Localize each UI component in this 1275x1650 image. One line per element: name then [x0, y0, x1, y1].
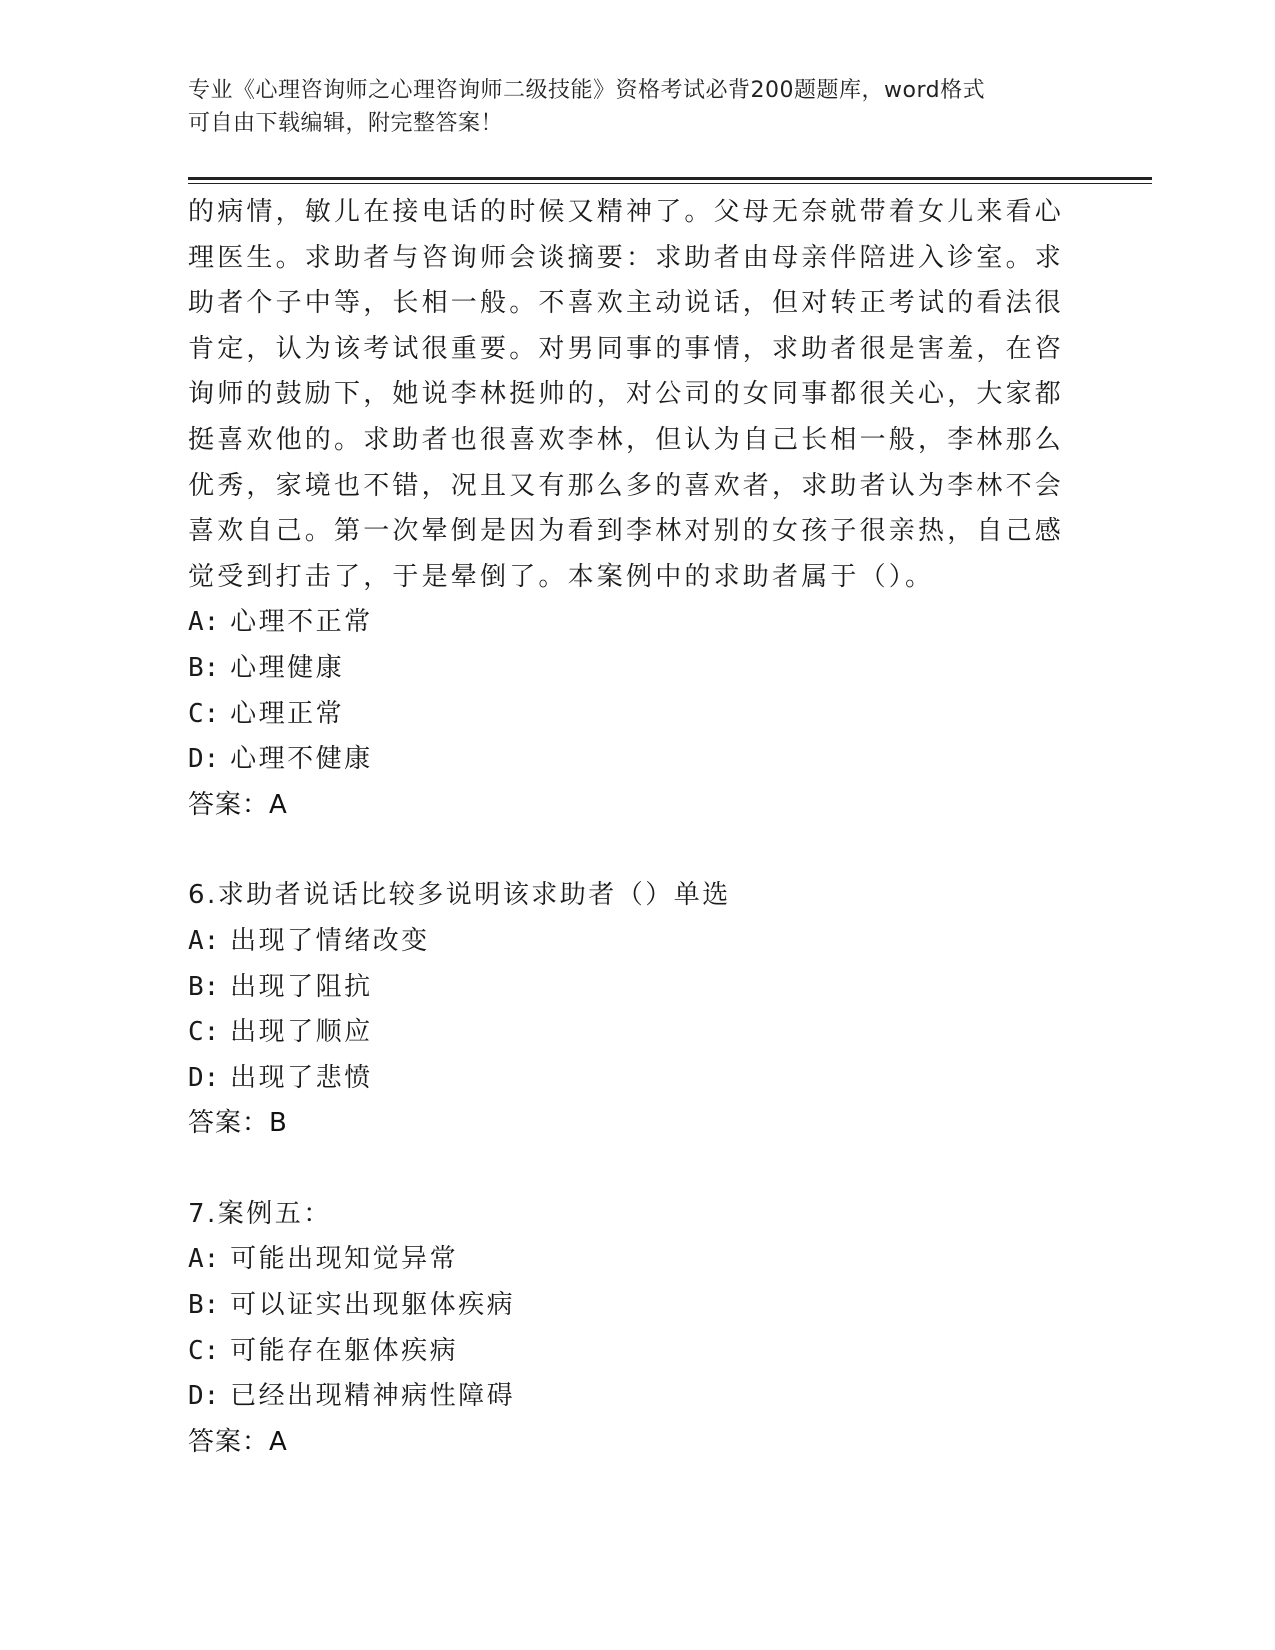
- option-text: 已经出现精神病性障碍: [230, 1381, 516, 1412]
- spacer: [188, 1147, 1068, 1192]
- option-a: [188, 1237, 1068, 1283]
- option-text: 心理不健康: [230, 744, 373, 775]
- option-text: 出现了情绪改变: [230, 925, 430, 956]
- option-letter: B:: [188, 652, 220, 683]
- answer-line: 答案：B: [188, 1108, 288, 1139]
- option-letter: C:: [188, 698, 220, 729]
- option-letter: B:: [188, 1290, 220, 1321]
- option-a: [188, 600, 1068, 646]
- option-d: [188, 1056, 1068, 1102]
- header-divider-thick: [188, 177, 1152, 180]
- option-letter: A:: [188, 1244, 220, 1275]
- question-6: [188, 873, 1068, 1147]
- option-letter: A:: [188, 925, 220, 956]
- question-stem: 7.案例五：: [188, 1198, 332, 1229]
- option-letter: C:: [188, 1335, 220, 1366]
- question-stem: 6.求助者说话比较多说明该求助者（）单选: [188, 880, 731, 911]
- answer-line: 答案：A: [188, 1426, 288, 1457]
- option-b: [188, 646, 1068, 692]
- option-c: [188, 1329, 1068, 1375]
- answer-line: 答案：A: [188, 789, 288, 820]
- option-letter: C:: [188, 1017, 220, 1048]
- question-5: [188, 190, 1068, 828]
- option-text: 心理健康: [230, 652, 345, 683]
- option-d: [188, 737, 1068, 783]
- option-letter: A:: [188, 607, 220, 638]
- option-c: [188, 692, 1068, 738]
- header-line-1: 专业《心理咨询师之心理咨询师二级技能》资格考试必背200题题库，word格式: [188, 78, 986, 103]
- option-text: 可以证实出现躯体疾病: [230, 1290, 516, 1321]
- option-letter: B:: [188, 971, 220, 1002]
- option-text: 出现了悲愤: [230, 1062, 373, 1093]
- option-c: [188, 1010, 1068, 1056]
- option-text: 可能存在躯体疾病: [230, 1335, 459, 1366]
- option-letter: D:: [188, 1062, 220, 1093]
- case-passage: 的病情，敏儿在接电话的时候又精神了。父母无奈就带着女儿来看心理医生。求助者与咨询师会谈摘要：求助者由母亲伴陪进入诊室。求助者个子中等，长相一般。不喜欢主动说话，但对转正考试的看法很肯定，认为该考试很重要。对男同事的事情，求助者很是害羞，在咨询师的鼓励下，她说李林挺帅的，对公司的女同事都很关心，大家都挺喜欢他的。求助者也很喜欢李林，但认为自己长相一般，李林那么优秀，家境也不错，况且又有那么多的喜欢者，求助者认为李林不会喜欢自己。第一次晕倒是因为看到李林对别的女孩子很亲热，自己感觉受到打击了，于是晕倒了。本案例中的求助者属于（）。: [188, 197, 1065, 592]
- spacer: [188, 828, 1068, 873]
- header-divider-thin: [188, 183, 1152, 184]
- option-text: 心理正常: [230, 698, 345, 729]
- option-text: 出现了阻抗: [230, 971, 373, 1002]
- option-b: [188, 1283, 1068, 1329]
- option-text: 出现了顺应: [230, 1017, 373, 1048]
- header-line-2: 可自由下载编辑，附完整答案！: [188, 111, 504, 136]
- option-text: 心理不正常: [230, 607, 373, 638]
- page-header: [188, 74, 1068, 140]
- option-b: [188, 965, 1068, 1011]
- document-body: [188, 190, 1068, 1465]
- option-a: [188, 919, 1068, 965]
- option-d: [188, 1374, 1068, 1420]
- option-letter: D:: [188, 744, 220, 775]
- option-text: 可能出现知觉异常: [230, 1244, 459, 1275]
- question-7: [188, 1192, 1068, 1466]
- option-letter: D:: [188, 1381, 220, 1412]
